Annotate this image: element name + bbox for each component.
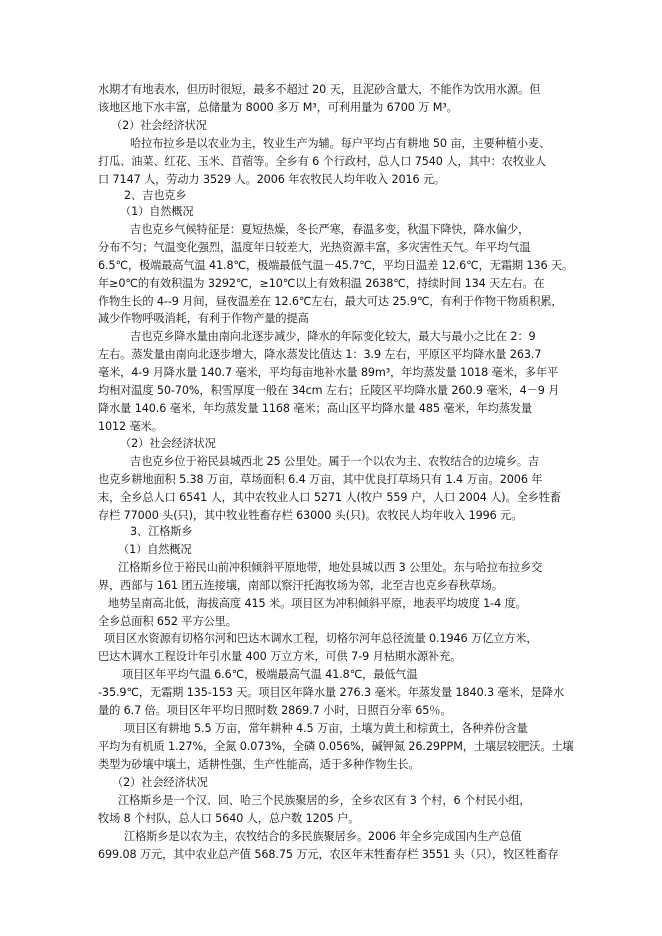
text-line: 作物生长的 4--9 月间，昼夜温差在 12.6℃左右，最大可达 25.9℃，有利于作物干物质积累， (98, 295, 563, 308)
text-line: 平均为有机质 1.27%，全氮 0.073%，全磷 0.056%，碱钾氮 26.29PPM，土壤层较肥沃。土壤 (98, 740, 574, 753)
text-line: 降水量 140.6 毫米，年均蒸发量 1168 毫米；高山区平均降水量 485 毫米，年均蒸发量 (98, 402, 533, 415)
text-line: 全乡总面积 652 平方公里。 (98, 615, 237, 628)
text-line: 项目区有耕地 5.5 万亩，常年耕种 4.5 万亩，土壤为黄土和棕黄土，各种养份含量 (124, 722, 528, 735)
text-line: 牧场 8 个村队，总人口 5640 人，总户数 1205 户。 (98, 812, 360, 825)
text-line: 699.08 万元，其中农业总产值 568.75 万元，农区年末牲畜存栏 3551 头（只），牧区牲畜存 (98, 848, 559, 861)
text-line: 1012 毫米。 (98, 420, 163, 433)
text-line: 界，西部与 161 团五连接壤，南部以察汗托海牧场为邻，北至吉也克乡春秋草场。 (98, 579, 503, 592)
text-line: 吉也克乡气候特征是：夏短热燥，冬长严寒，春温多变，秋温下降快，降水偏少， (130, 223, 530, 236)
text-line: 口 7147 人，劳动力 3529 人。2006 年农牧民人均年收入 2016 元。 (98, 173, 446, 186)
text-line: 量的 6.7 倍。项目区年平均日照时数 2869.7 小时，日照百分率 65％。 (98, 704, 452, 717)
section-heading: （2）社会经济状况 (111, 119, 207, 132)
text-line: 吉也克乡降水量由南向北逐步减少，降水的年际变化较大，最大与最小之比在 2：9 (130, 330, 536, 343)
text-line: 项目区年平均气温 6.6℃，极端最高气温 41.8℃，最低气温 (122, 668, 418, 681)
text-line: -35.9℃，无霜期 135-153 天。项目区年降水量 276.3 毫米。年蒸发量 1840.3 毫米，是降水 (98, 686, 565, 699)
section-heading: 3、江格斯乡 (130, 525, 193, 538)
text-line: 江格斯乡位于裕民山前冲积倾斜平原地带，地处县城以西 3 公里处。东与哈拉布拉乡交 (118, 561, 543, 574)
section-heading: （1）自然概况 (118, 543, 192, 556)
section-heading: （1）自然概况 (120, 205, 194, 218)
text-line: 6.5℃，极端最高气温 41.8℃，极端最低气温－45.7℃，平均日温差 12.6℃，无霜期 136 天。 (98, 259, 574, 272)
text-line: 年≥0℃的有效积温为 3292℃，≥10℃以上有效积温 2638℃，持续时间 134 天左右。在 (98, 277, 545, 290)
text-line: 减少作物呼吸消耗，有利于作物产量的提高 (98, 312, 309, 325)
section-heading: 2、吉也克乡 (124, 189, 187, 202)
text-line: 打瓜、油菜、红花、玉米、苜蓿等。全乡有 6 个行政村，总人口 7540 人，其中：农牧业人 (98, 155, 547, 168)
text-line: 左右。蒸发量由南向北逐步增大，降水蒸发比值达 1：3.9 左右，平原区平均降水量 263.7 (98, 348, 542, 361)
text-line: 该地区地下水丰富，总储量为 8000 多万 M³，可利用量为 6700 万 M³。 (98, 101, 458, 114)
text-line: 水期才有地表水，但历时很短，最多不超过 20 天，且泥砂含量大，不能作为饮用水源。但 (98, 83, 541, 96)
text-line: 末，全乡总人口 6541 人，其中农牧业人口 5271 人(牧户 559 户，人口 2004 人)。全乡牲畜 (98, 491, 561, 504)
text-line: 也克乡耕地面积 5.38 万亩，草场面积 6.4 万亩，其中优良打草场只有 1.4 万亩。2006 年 (98, 473, 543, 486)
text-line: 江格斯乡是一个汉、回、哈三个民族聚居的乡，全乡农区有 3 个村，6 个村民小组， (118, 794, 531, 807)
text-line: 项目区水资源有切格尔河和巴达木调水工程，切格尔河年总径流量 0.1946 万亿立方米， (104, 632, 538, 645)
text-line: 吉也克乡位于裕民县城西北 25 公里处。属于一个以农为主、农牧结合的边境乡。吉 (130, 455, 540, 468)
text-line: 均相对温度 50-70%，积雪厚度一般在 34cm 左右；丘陵区平均降水量 260.9 毫米，4－9 月 (98, 384, 560, 397)
text-line: 毫米，4-9 月降水量 140.7 毫米，平均每亩地补水量 89m³，年均蒸发量 1018 毫米，多年平 (98, 366, 559, 379)
text-line: 类型为砂壤中壤土，适耕性强，生产性能高，适于多种作物生长。 (98, 758, 420, 771)
section-heading: （2）社会经济状况 (112, 776, 208, 789)
text-line: 哈拉布拉乡是以农业为主，牧业生产为辅。每户平均占有耕地 50 亩，主要种植小麦、 (130, 137, 551, 150)
text-line: 巴达木调水工程设计年引水量 400 万立方米，可供 7-9 月枯期水源补充。 (98, 650, 462, 663)
text-line: 地势呈南高北低，海拔高度 415 米。项目区为冲积倾斜平原，地表平均坡度 1-4 度。 (108, 597, 527, 610)
text-line: 存栏 77000 头(只)，其中牧业牲畜存栏 63000 头(只)。农牧民人均年收入 1996 元。 (98, 509, 523, 522)
section-heading: （2）社会经济状况 (120, 437, 216, 450)
text-line: 分布不匀；气温变化强烈，温度年日较差大，光热资源丰富，多灾害性天气。年平均气温 (98, 241, 531, 254)
text-line: 江格斯乡是以农为主，农牧结合的多民族聚居乡。2006 年全乡完成国内生产总值 (124, 830, 522, 843)
